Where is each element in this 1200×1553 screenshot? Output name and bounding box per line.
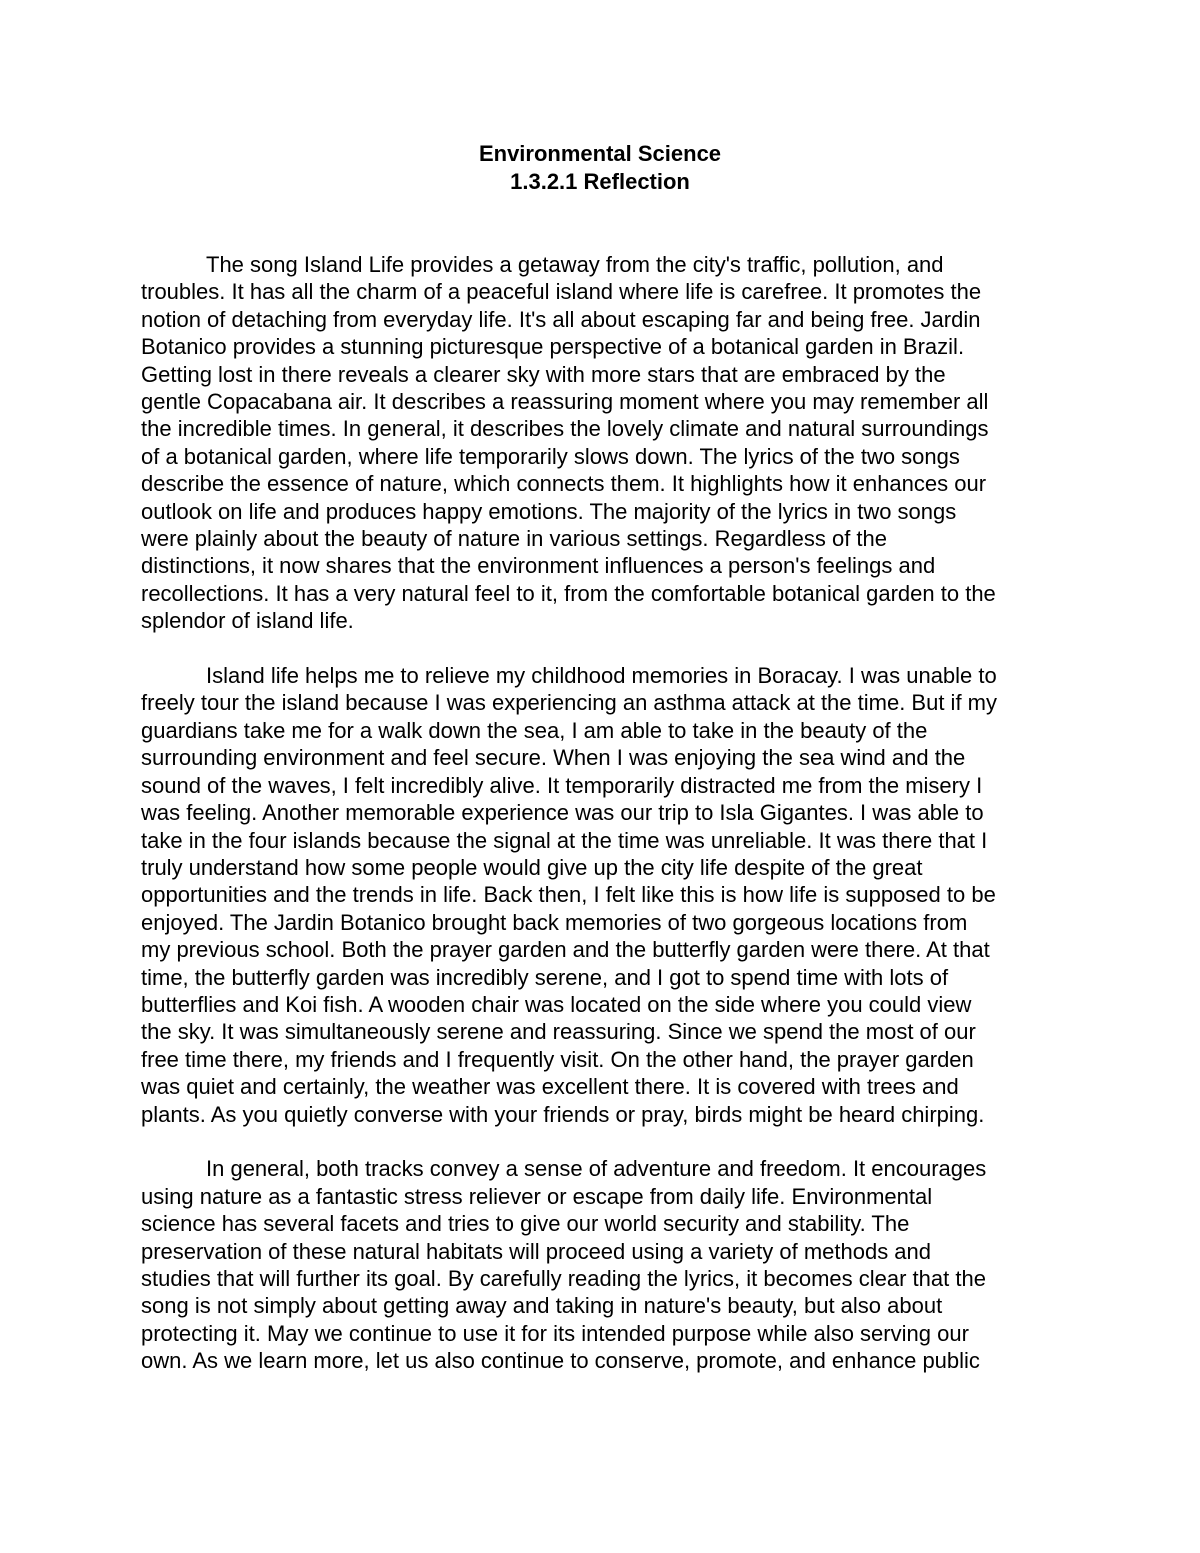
text-line: troubles. It has all the charm of a peaceful island where life is carefree. It promotes the (141, 279, 982, 305)
text-line: plants. As you quietly converse with your friends or pray, birds might be heard chirping. (141, 1101, 985, 1127)
paragraph-3 (141, 1155, 1071, 1374)
text-line: my previous school. Both the prayer garden and the butterfly garden were there. At that (141, 937, 990, 963)
text-line: freely tour the island because I was experiencing an asthma attack at the time. But if my (141, 690, 997, 716)
text-line: opportunities and the trends in life. Back then, I felt like this is how life is supposed to be (141, 882, 996, 908)
text-line: The song Island Life provides a getaway from the city's traffic, pollution, and (206, 252, 944, 277)
text-line: the sky. It was simultaneously serene and reassuring. Since we spend the most of our (141, 1019, 976, 1045)
text-line: Botanico provides a stunning picturesque perspective of a botanical garden in Brazil. (141, 334, 965, 360)
text-line: enjoyed. The Jardin Botanico brought back memories of two gorgeous locations from (141, 909, 968, 935)
text-line: take in the four islands because the signal at the time was unreliable. It was there that I (141, 827, 988, 853)
text-line: distinctions, it now shares that the environment influences a person's feelings and (141, 553, 936, 579)
text-line: sound of the waves, I felt incredibly alive. It temporarily distracted me from the misery I (141, 772, 983, 798)
paragraph-2 (141, 662, 1071, 1128)
text-line: butterflies and Koi fish. A wooden chair was located on the side where you could view (141, 991, 972, 1017)
document-title: Environmental Science (478, 141, 722, 166)
text-line: protecting it. May we continue to use it for its intended purpose while also serving our (141, 1320, 969, 1346)
text-line: was feeling. Another memorable experience was our trip to Isla Gigantes. I was able to (141, 800, 984, 826)
text-line: preservation of these natural habitats will proceed using a variety of methods and (141, 1238, 932, 1264)
text-line: notion of detaching from everyday life. It's all about escaping far and being free. Jardin (141, 306, 981, 332)
text-line: was quiet and certainly, the weather was excellent there. It is covered with trees and (141, 1074, 959, 1100)
text-line: were plainly about the beauty of nature in various settings. Regardless of the (141, 526, 888, 552)
text-line: of a botanical garden, where life temporarily slows down. The lyrics of the two songs (141, 443, 960, 469)
text-line: Getting lost in there reveals a clearer sky with more stars that are embraced by the (141, 361, 946, 387)
text-line: gentle Copacabana air. It describes a reassuring moment where you may remember all (141, 389, 989, 415)
text-line: guardians take me for a walk down the sea, I am able to take in the beauty of the (141, 717, 928, 743)
document-subtitle: 1.3.2.1 Reflection (510, 169, 690, 194)
text-line: song is not simply about getting away and taking in nature's beauty, but also about (141, 1293, 943, 1319)
text-line: describe the essence of nature, which connects them. It highlights how it enhances our (141, 471, 987, 497)
text-line: recollections. It has a very natural feel to it, from the comfortable botanical garden to the (141, 580, 996, 606)
document-body (141, 251, 1071, 1402)
text-line: In general, both tracks convey a sense of adventure and freedom. It encourages (206, 1156, 987, 1182)
text-line: science has several facets and tries to give our world security and stability. The (141, 1211, 910, 1237)
text-line: time, the butterfly garden was incredibly serene, and I got to spend time with lots of (141, 964, 949, 990)
document-header (0, 140, 1200, 196)
paragraph-1 (141, 251, 1071, 635)
text-line: splendor of island life. (141, 608, 354, 634)
text-line: the incredible times. In general, it describes the lovely climate and natural surroundings (141, 416, 989, 442)
text-line: studies that will further its goal. By carefully reading the lyrics, it becomes clear that the (141, 1266, 986, 1291)
text-line: own. As we learn more, let us also continue to conserve, promote, and enhance public (141, 1348, 980, 1374)
text-line: free time there, my friends and I frequently visit. On the other hand, the prayer garden (141, 1046, 974, 1072)
text-line: surrounding environment and feel secure. When I was enjoying the sea wind and the (141, 745, 966, 771)
text-line: outlook on life and produces happy emotions. The majority of the lyrics in two songs (141, 498, 957, 524)
text-line: Island life helps me to relieve my childhood memories in Boracay. I was unable to (206, 663, 997, 689)
text-line: using nature as a fantastic stress reliever or escape from daily life. Environmental (141, 1183, 933, 1209)
text-line: truly understand how some people would give up the city life despite of the great (141, 854, 923, 880)
